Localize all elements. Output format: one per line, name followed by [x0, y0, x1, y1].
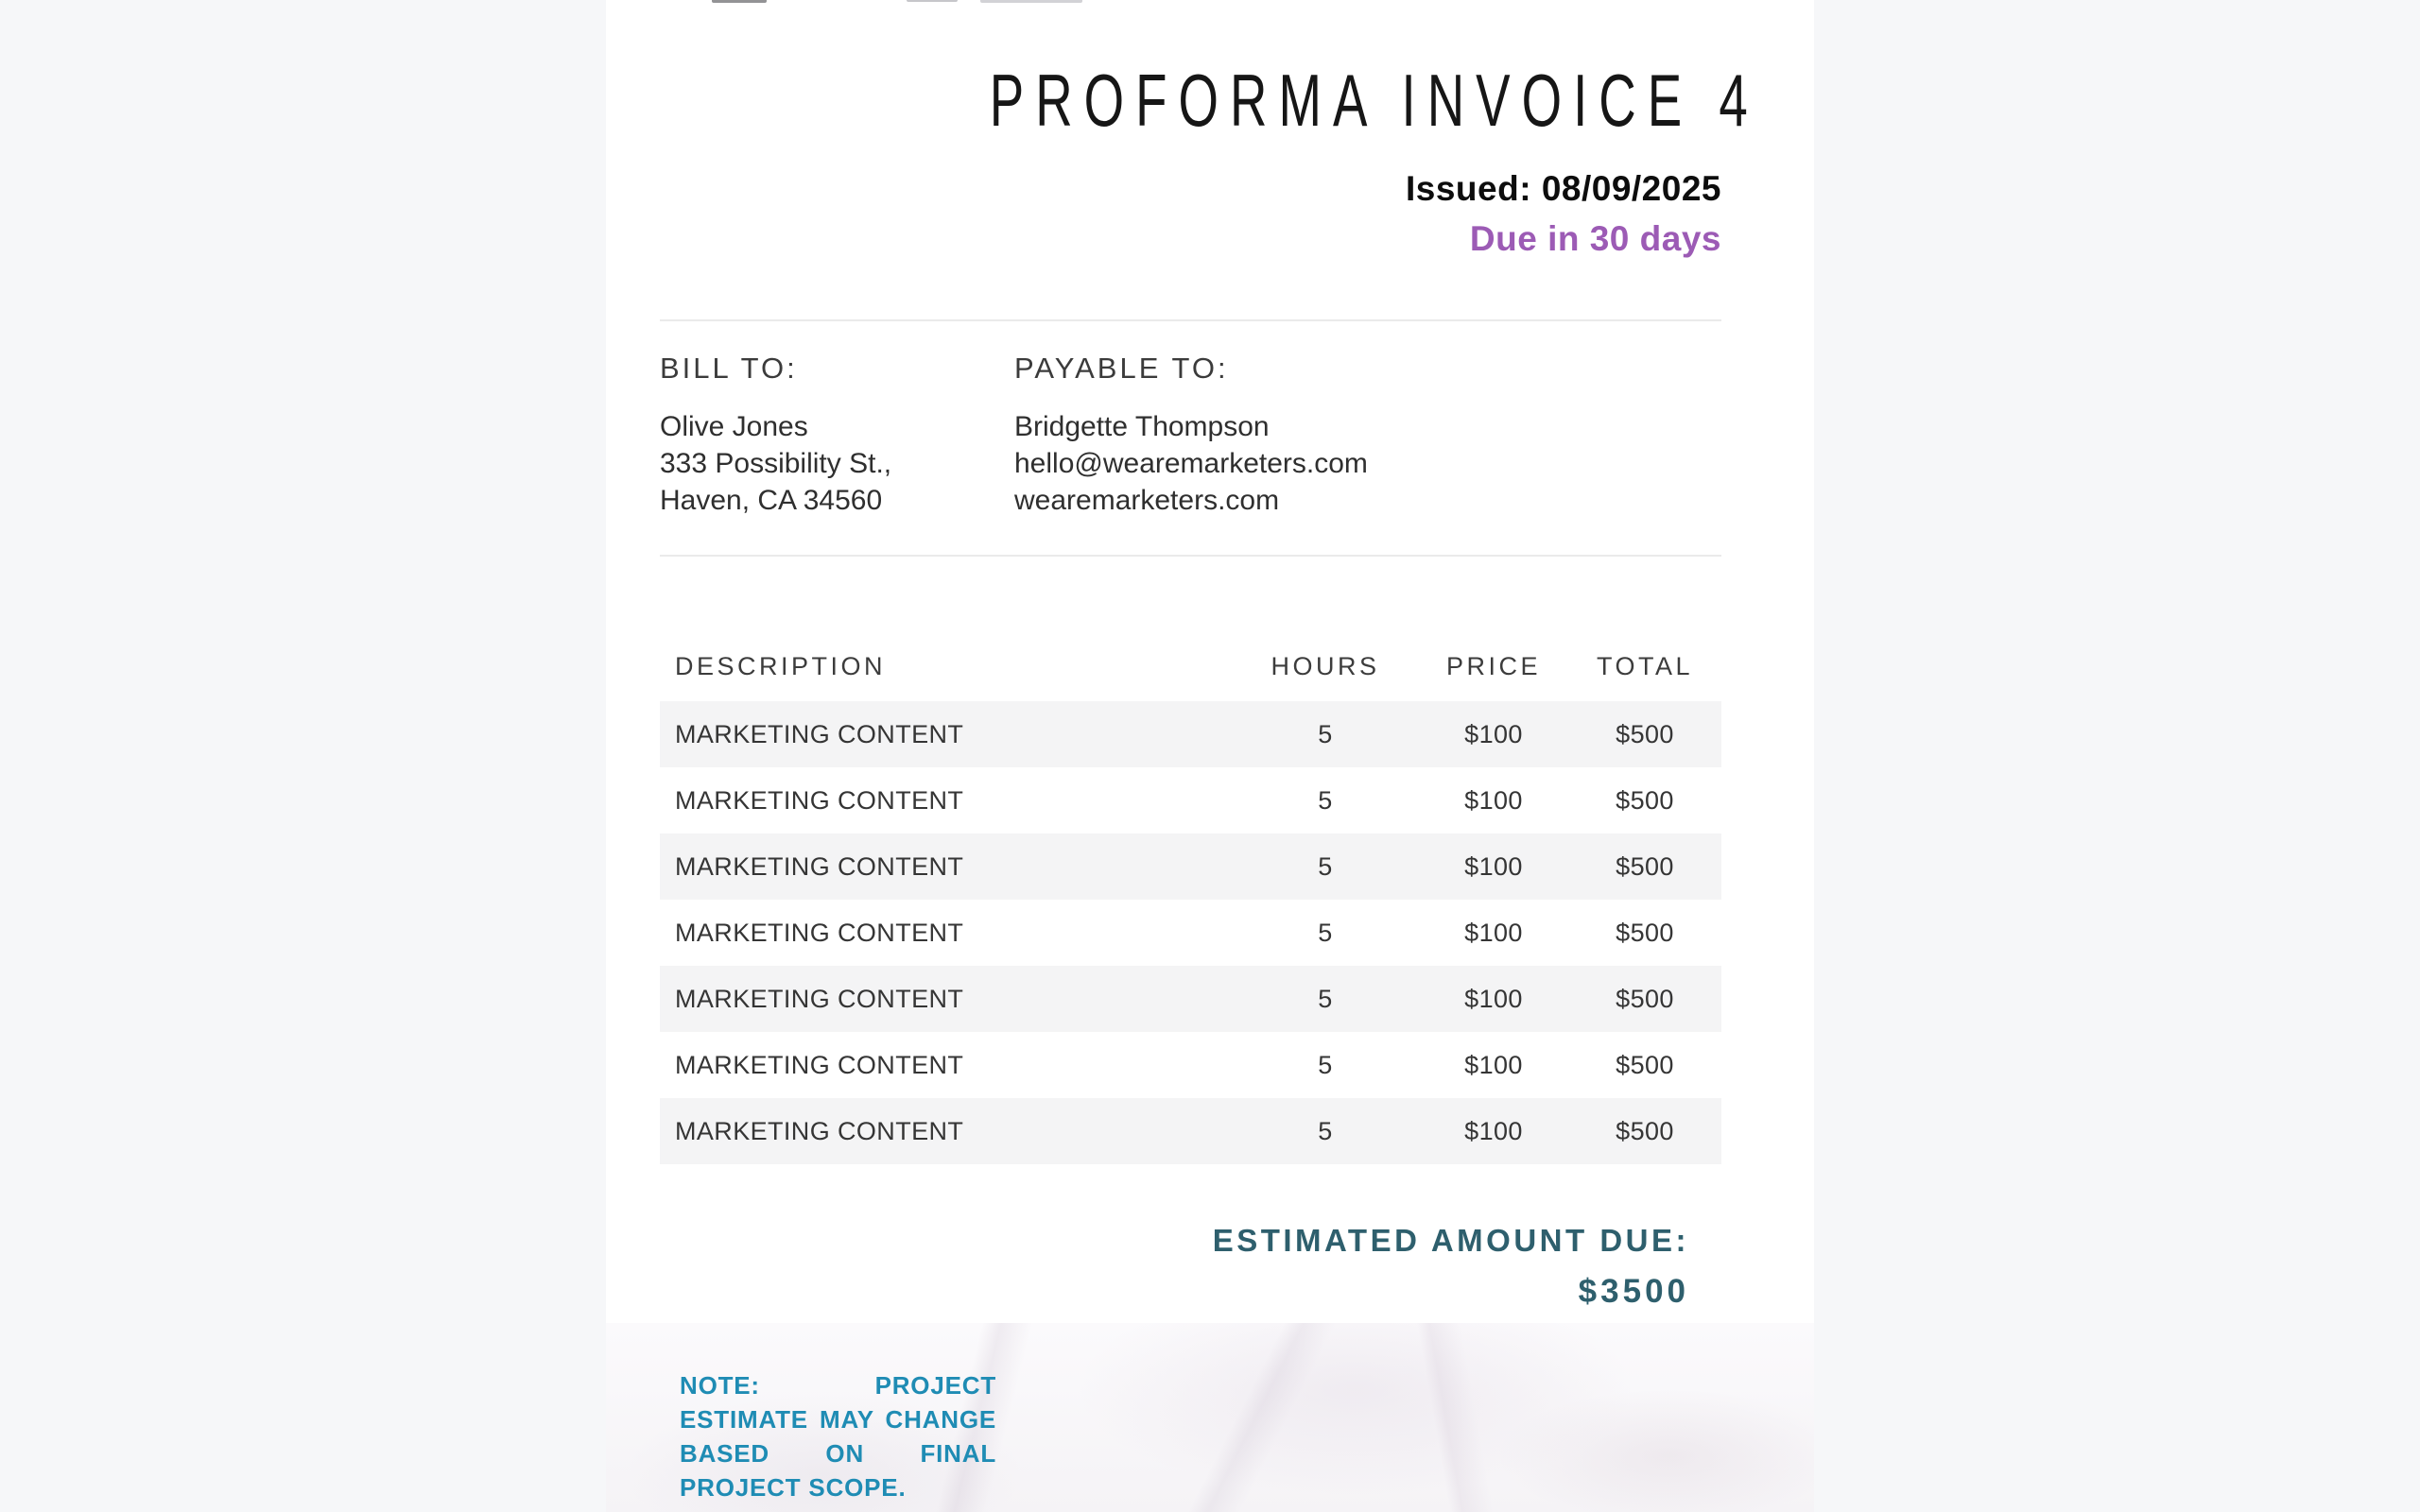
column-header-description: DESCRIPTION [675, 652, 887, 681]
row-total: $500 [1616, 1116, 1674, 1145]
bill-to-street: 333 Possibility St., [660, 448, 892, 480]
row-price: $100 [1464, 719, 1523, 748]
table-body [660, 701, 1721, 1164]
bill-to-heading: BILL TO: [660, 352, 798, 386]
row-description: MARKETING CONTENT [675, 1050, 964, 1079]
billing-section [660, 352, 1721, 519]
column-header-total: TOTAL [1596, 652, 1694, 681]
row-description: MARKETING CONTENT [675, 918, 964, 947]
row-total: $500 [1616, 984, 1674, 1013]
column-header-hours: HOURS [1270, 652, 1380, 681]
table-row [660, 701, 1721, 767]
row-description: MARKETING CONTENT [675, 719, 964, 748]
bill-to-details [660, 408, 1014, 519]
table-row [660, 833, 1721, 900]
row-price: $100 [1464, 851, 1523, 881]
table-header [660, 651, 1721, 681]
row-total: $500 [1616, 918, 1674, 947]
row-hours: 5 [1318, 918, 1333, 947]
marble-footer-band [606, 1323, 1814, 1512]
table-row [660, 1032, 1721, 1098]
row-total: $500 [1616, 1050, 1674, 1079]
row-hours: 5 [1318, 984, 1333, 1013]
table-row [660, 1098, 1721, 1164]
invoice-page [606, 0, 1814, 1512]
row-price: $100 [1464, 984, 1523, 1013]
payable-to-website: wearemarketers.com [1014, 485, 1280, 517]
bill-to-city: Haven, CA 34560 [660, 485, 883, 517]
row-price: $100 [1464, 1050, 1523, 1079]
row-total: $500 [1616, 719, 1674, 748]
row-total: $500 [1616, 851, 1674, 881]
issued-date: Issued: 08/09/2025 [1406, 169, 1721, 209]
row-hours: 5 [1318, 1050, 1333, 1079]
row-description: MARKETING CONTENT [675, 851, 964, 881]
summary-label: ESTIMATED AMOUNT DUE: [1212, 1223, 1689, 1259]
row-price: $100 [1464, 785, 1523, 815]
column-header-price: PRICE [1445, 652, 1542, 681]
summary-amount: $3500 [1578, 1273, 1689, 1311]
row-description: MARKETING CONTENT [675, 785, 964, 815]
table-row [660, 966, 1721, 1032]
bill-to-name: Olive Jones [660, 411, 808, 443]
payable-to-name: Bridgette Thompson [1014, 411, 1270, 443]
row-total: $500 [1616, 785, 1674, 815]
invoice-title [660, 59, 1759, 142]
partial-logo-mark [712, 0, 767, 3]
row-hours: 5 [1318, 851, 1333, 881]
row-hours: 5 [1318, 785, 1333, 815]
partial-logo-mark [980, 0, 1082, 3]
due-terms: Due in 30 days [1469, 219, 1721, 259]
summary-block [660, 1223, 1721, 1311]
row-price: $100 [1464, 1116, 1523, 1145]
partial-logo-mark [907, 0, 958, 2]
table-row [660, 900, 1721, 966]
payable-to-heading: PAYABLE TO: [1014, 352, 1229, 386]
payable-to-block [1014, 352, 1368, 519]
table-row [660, 767, 1721, 833]
payable-to-details [1014, 408, 1368, 519]
row-description: MARKETING CONTENT [675, 984, 964, 1013]
divider [660, 319, 1721, 321]
invoice-content [606, 59, 1814, 1311]
invoice-title-text: PROFORMA INVOICE 4 [989, 59, 1759, 142]
row-hours: 5 [1318, 719, 1333, 748]
partial-logo [606, 0, 1814, 6]
footer-note: NOTE: PROJECT ESTIMATE MAY CHANGE BASED ON FINAL PROJECT SCOPE. [680, 1371, 996, 1502]
divider [660, 555, 1721, 557]
bill-to-block [660, 352, 1014, 519]
payable-to-email: hello@wearemarketers.com [1014, 448, 1368, 480]
row-description: MARKETING CONTENT [675, 1116, 964, 1145]
row-price: $100 [1464, 918, 1523, 947]
row-hours: 5 [1318, 1116, 1333, 1145]
